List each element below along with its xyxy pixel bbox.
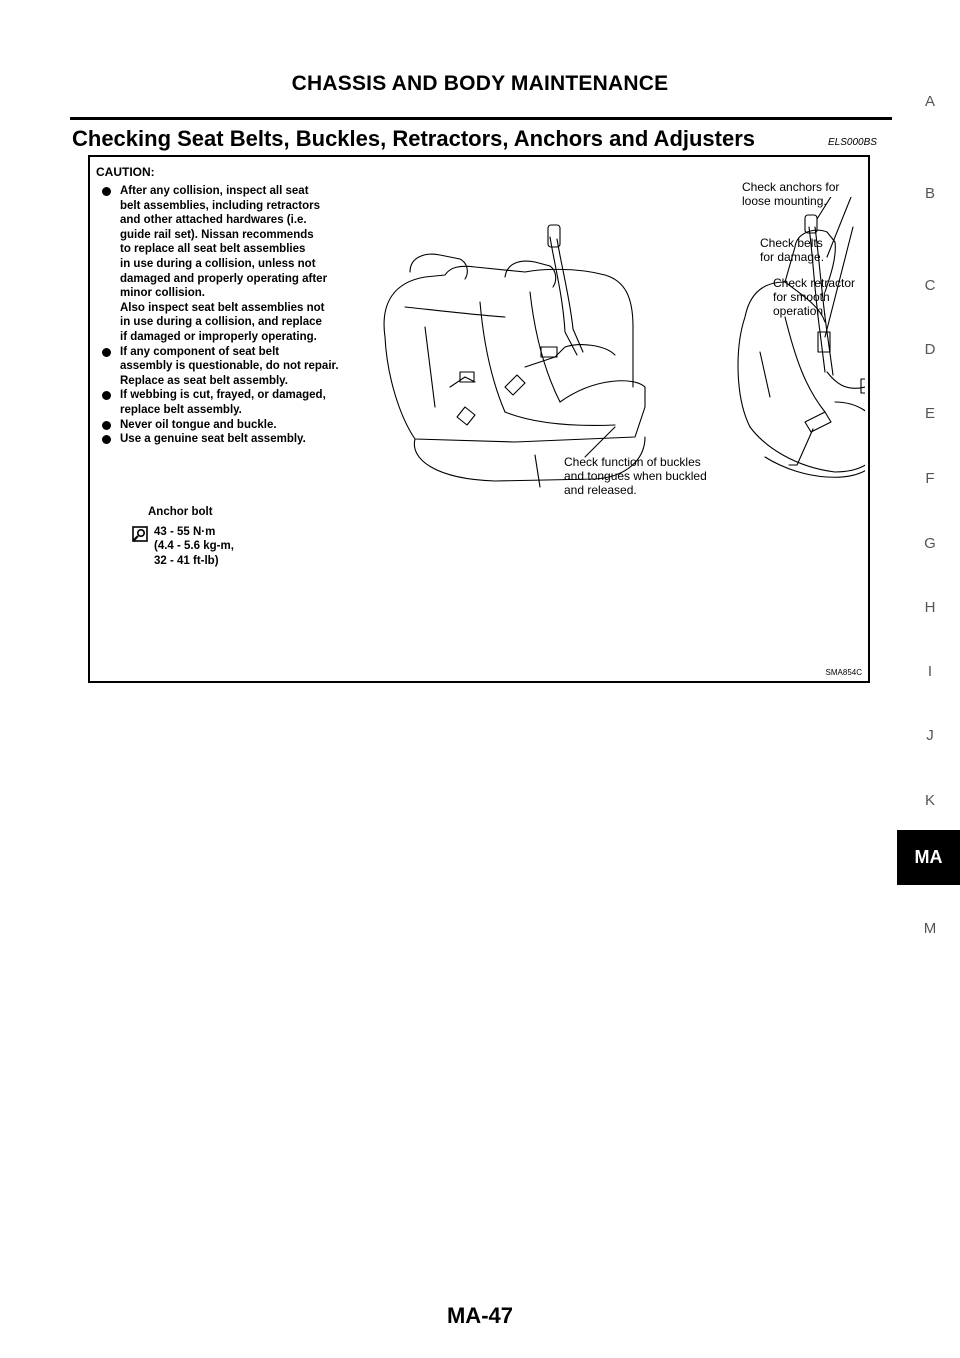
- illustration-figure: [88, 155, 870, 683]
- caution-item-text: After any collision, inspect all seat belt assemblies, including retractors and other attached hardwares (i.e. guide rail set). Nissan recommends to replace all seat belt assemblies in use during a collision, unless not damaged and properly operating after minor collision. Also inspect seat belt assemblies not in use during a collision, and replace if damaged or improperly operating.: [120, 185, 328, 343]
- header-rule: [70, 117, 892, 120]
- index-letter-a: A: [924, 93, 935, 110]
- section-title: Checking Seat Belts, Buckles, Retractors, Anchors and Adjusters: [72, 126, 756, 151]
- caution-item: [100, 418, 375, 433]
- index-tab-active: MA: [897, 830, 960, 885]
- caution-item-text: Never oil tongue and buckle.: [120, 418, 277, 431]
- caution-item-text: Use a genuine seat belt assembly.: [120, 433, 306, 446]
- index-letter-m: M: [923, 920, 937, 937]
- index-letter-k: K: [924, 792, 935, 809]
- index-letter-f: F: [925, 470, 935, 487]
- index-letter-c: C: [924, 277, 936, 294]
- index-letter-j: J: [926, 727, 934, 744]
- torque-value: 43 - 55 N·m (4.4 - 5.6 kg-m, 32 - 41 ft-lb): [154, 525, 234, 567]
- callout-check-buckles: Check function of buckles and tongues when buckled and released.: [564, 455, 707, 497]
- section-code: ELS000BS: [828, 137, 877, 148]
- bullet-icon: [102, 348, 111, 357]
- anchor-bolt-label: Anchor bolt: [148, 506, 213, 518]
- bullet-icon: [102, 421, 111, 430]
- callout-check-anchors: Check anchors for loose mounting.: [742, 180, 840, 208]
- bullet-icon: [102, 391, 111, 400]
- bullet-icon: [102, 435, 111, 444]
- callout-check-retractor: Check retractor for smooth operation.: [773, 276, 856, 318]
- section-index: [900, 0, 960, 1358]
- caution-item-text: If any component of seat belt assembly is questionable, do not repair. Replace as seat belt assembly.: [120, 345, 339, 387]
- page-header-title: CHASSIS AND BODY MAINTENANCE: [291, 72, 669, 95]
- caution-item: [100, 345, 375, 389]
- caution-item: [100, 388, 375, 417]
- index-letter-b: B: [924, 185, 935, 202]
- caution-item: [100, 432, 375, 447]
- caution-list: [100, 184, 375, 447]
- caution-heading: CAUTION:: [96, 165, 155, 179]
- index-letter-h: H: [924, 599, 936, 616]
- caution-item: [100, 184, 375, 345]
- index-letter-d: D: [924, 341, 936, 358]
- figure-code: SMA854C: [825, 668, 862, 677]
- torque-spec: [132, 525, 234, 569]
- index-letter-e: E: [924, 405, 935, 422]
- bullet-icon: [102, 187, 111, 196]
- index-letter-g: G: [924, 535, 936, 552]
- page-number: MA-47: [446, 1303, 513, 1328]
- torque-wrench-icon: [132, 526, 148, 542]
- caution-item-text: If webbing is cut, frayed, or damaged, replace belt assembly.: [120, 389, 326, 416]
- anchor-bolt-spec: [132, 505, 234, 568]
- index-letter-i: I: [927, 663, 933, 680]
- callout-check-belts: Check belts for damage.: [760, 236, 825, 264]
